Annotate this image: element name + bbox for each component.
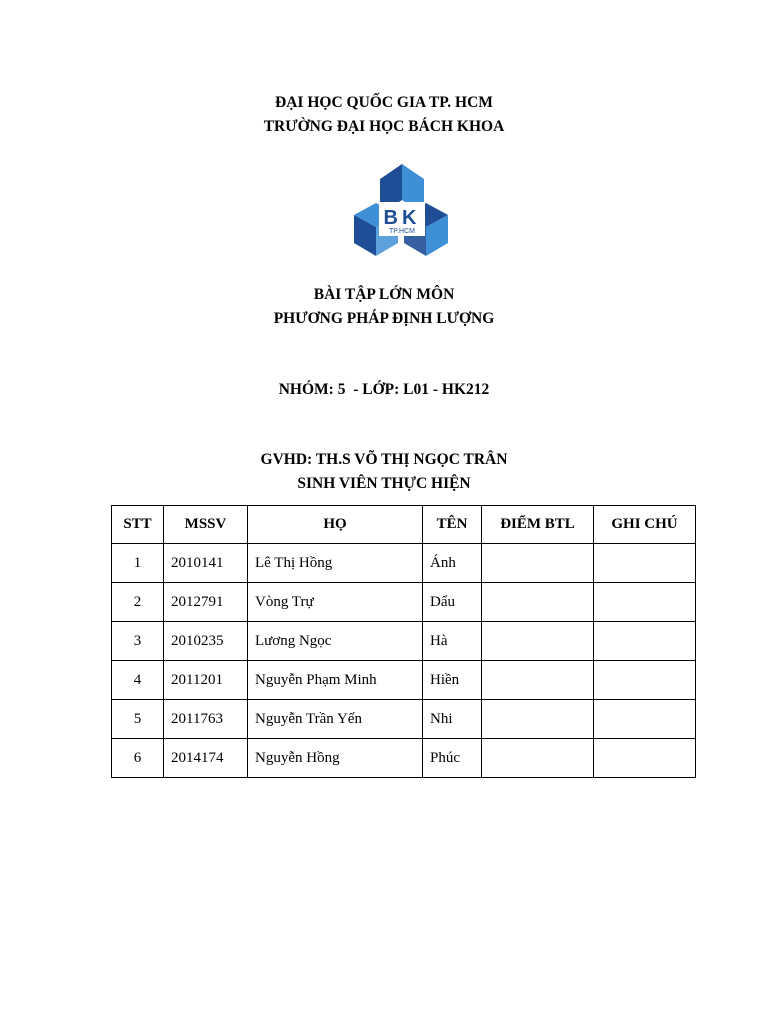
cell-mssv: 2010235 <box>164 622 248 661</box>
university-logo <box>351 163 451 258</box>
cell-mssv: 2012791 <box>164 583 248 622</box>
cell-ten: Phúc <box>423 739 482 778</box>
table-row <box>112 661 696 700</box>
column-header-diem-btl: ĐIỂM BTL <box>482 506 594 544</box>
cell-mssv: 2011201 <box>164 661 248 700</box>
cell-mssv: 2010141 <box>164 544 248 583</box>
cell-ho: Nguyễn Phạm Minh <box>248 661 423 700</box>
students-heading: SINH VIÊN THỰC HIỆN <box>297 475 471 492</box>
table-row <box>112 739 696 778</box>
students-table <box>111 505 696 778</box>
table-row <box>112 544 696 583</box>
table-row <box>112 583 696 622</box>
cell-diem-btl <box>482 739 594 778</box>
cell-stt: 2 <box>112 583 164 622</box>
cell-mssv: 2014174 <box>164 739 248 778</box>
column-header-ten: TÊN <box>423 506 482 544</box>
cell-ghi-chu <box>594 739 696 778</box>
cell-ho: Nguyễn Trần Yến <box>248 700 423 739</box>
cell-ghi-chu <box>594 583 696 622</box>
column-header-stt: STT <box>112 506 164 544</box>
cell-diem-btl <box>482 661 594 700</box>
cell-ghi-chu <box>594 544 696 583</box>
cell-diem-btl <box>482 700 594 739</box>
cell-diem-btl <box>482 622 594 661</box>
cell-ten: Dẩu <box>423 583 482 622</box>
cell-ten: Hà <box>423 622 482 661</box>
university-name: ĐẠI HỌC QUỐC GIA TP. HCM <box>275 94 493 111</box>
column-header-ghi-chu: GHI CHÚ <box>594 506 696 544</box>
cell-ten: Hiền <box>423 661 482 700</box>
document-title-line2: PHƯƠNG PHÁP ĐỊNH LƯỢNG <box>273 310 495 327</box>
cell-ten: Ánh <box>423 544 482 583</box>
table-header-row <box>112 506 696 544</box>
cell-mssv: 2011763 <box>164 700 248 739</box>
cell-ghi-chu <box>594 700 696 739</box>
logo-subtitle: TP.HCM <box>389 228 415 235</box>
logo-letters: BK <box>383 207 421 229</box>
cell-stt: 6 <box>112 739 164 778</box>
cell-ho: Lương Ngọc <box>248 622 423 661</box>
cell-stt: 5 <box>112 700 164 739</box>
cell-ho: Lê Thị Hồng <box>248 544 423 583</box>
cell-diem-btl <box>482 583 594 622</box>
document-title-line1: BÀI TẬP LỚN MÔN <box>313 286 455 303</box>
cell-ghi-chu <box>594 622 696 661</box>
cell-diem-btl <box>482 544 594 583</box>
supervisor-name: GVHD: TH.S VÕ THỊ NGỌC TRÂN <box>260 451 508 468</box>
cell-stt: 3 <box>112 622 164 661</box>
cell-ho: Vòng Trự <box>248 583 423 622</box>
table-row <box>112 700 696 739</box>
cell-ten: Nhi <box>423 700 482 739</box>
group-class-info: NHÓM: 5 - LỚP: L01 - HK212 <box>278 381 490 398</box>
cell-stt: 4 <box>112 661 164 700</box>
cell-stt: 1 <box>112 544 164 583</box>
faculty-name: TRƯỜNG ĐẠI HỌC BÁCH KHOA <box>263 118 505 135</box>
table-row <box>112 622 696 661</box>
cell-ho: Nguyễn Hồng <box>248 739 423 778</box>
column-header-ho: HỌ <box>248 506 423 544</box>
cell-ghi-chu <box>594 661 696 700</box>
column-header-mssv: MSSV <box>164 506 248 544</box>
